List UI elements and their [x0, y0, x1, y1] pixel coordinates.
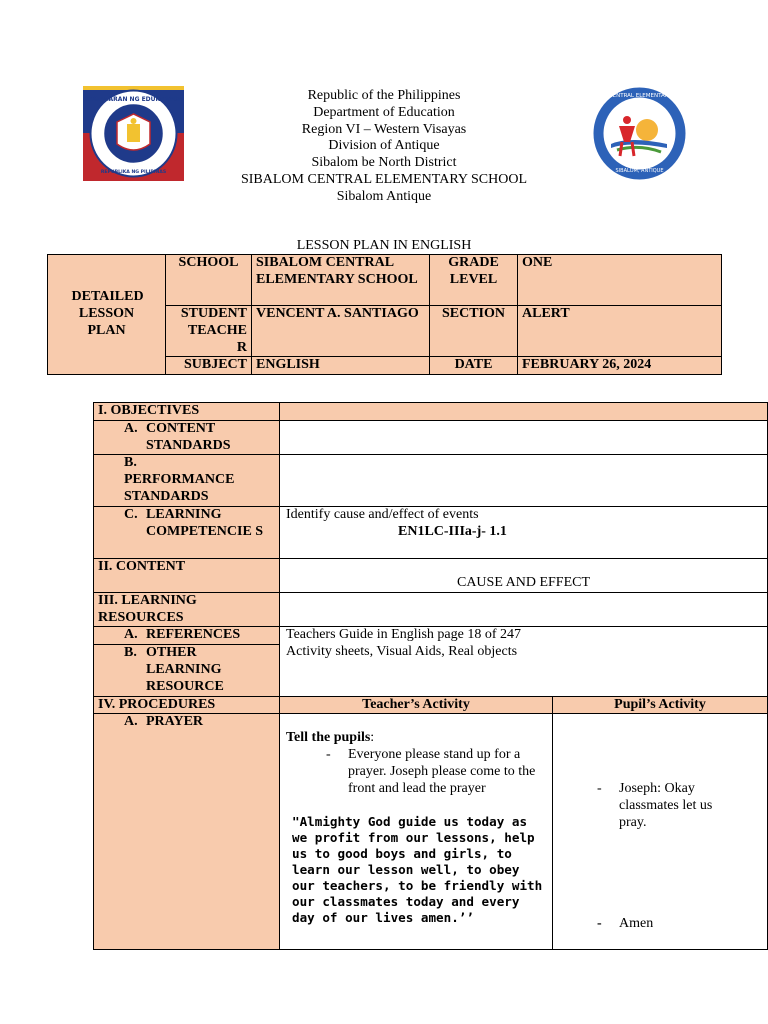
document-title: LESSON PLAN IN ENGLISH [296, 238, 472, 253]
teacher-activity-cell [280, 714, 553, 950]
item-letter: B. [124, 645, 137, 661]
prayer-text: "Almighty God guide us today as we profit from our lessons, help us to good boys and girls, to learn our lesson well, to obey our teachers, to be friendly with our classmates today and every day of our lives amen.’’ [292, 813, 543, 925]
procedures-heading: IV. PROCEDURES [94, 696, 280, 714]
grade-label-text: GRADE LEVEL [448, 255, 499, 287]
pupil-response-2: Amen [619, 915, 654, 931]
letterhead-line: Sibalom be North District [311, 155, 457, 171]
references-value [280, 627, 768, 696]
references-value-text: Teachers Guide in English page 18 of 247 [286, 627, 522, 643]
content-standards-label [94, 420, 280, 455]
subject-label: SUBJECT [166, 357, 252, 375]
letterhead [0, 88, 768, 206]
date-value: FEBRUARY 26, 2024 [518, 357, 722, 375]
pupil-activity-cell [553, 714, 768, 950]
learning-resources-value [280, 592, 768, 627]
item-letter: A. [124, 420, 138, 436]
student-teacher-label [166, 306, 252, 357]
letterhead-line: Republic of the Philippines [307, 88, 461, 103]
pupil-response-item [597, 781, 761, 831]
pupil-response-1: Joseph: Okay classmates let us pray. [619, 781, 713, 830]
student-teacher-label-text: STUDENT TEACHE R [180, 306, 247, 355]
teacher-activity-heading: Teacher’s Activity [280, 696, 553, 714]
section-label: SECTION [430, 306, 518, 357]
content-standards-text: CONTENT STANDARDS [146, 420, 231, 453]
letterhead-line: Department of Education [313, 104, 455, 120]
content-value: CAUSE AND EFFECT [280, 558, 768, 592]
plan-type-cell [48, 255, 166, 375]
objectives-heading: I. OBJECTIVES [94, 403, 280, 421]
learning-competencies-value [280, 506, 768, 558]
teacher-instruction-item [286, 747, 546, 797]
item-letter: B. [124, 455, 137, 471]
school-value: SIBALOM CENTRAL ELEMENTARY SCHOOL [252, 255, 430, 306]
lesson-info-table [47, 254, 722, 375]
grade-label [430, 255, 518, 306]
performance-standards-text: PERFORMANCE STANDARDS [124, 472, 235, 504]
subject-value: ENGLISH [252, 357, 430, 375]
learning-competencies-text: LEARNING COMPETENCIE S [146, 506, 264, 539]
plan-type-label: DETAILED LESSON PLAN [71, 289, 144, 338]
school-seal-text-bottom: SIBALOM, ANTIQUE [615, 168, 664, 174]
teacher-instruction: Everyone please stand up for a prayer. Joseph please come to the front and lead the prayer [348, 747, 536, 796]
learning-resources-heading: III. LEARNING RESOURCES [94, 592, 280, 627]
performance-standards-label [94, 455, 280, 506]
pupil-activity-heading: Pupil’s Activity [553, 696, 768, 714]
competency-text: Identify cause and/effect of events [286, 506, 479, 522]
performance-standards-value [280, 455, 768, 506]
school-seal-text-top: SIBALOM CENTRAL ELEMENTARY SCHOOL [582, 93, 697, 99]
letterhead-line: SIBALOM CENTRAL ELEMENTARY SCHOOL [240, 171, 527, 187]
item-letter: A. [124, 627, 138, 643]
letterhead-line: Region VI – Western Visayas [301, 121, 467, 137]
school-label: SCHOOL [166, 255, 252, 306]
prayer-text-label: PRAYER [146, 714, 204, 730]
pupil-response-item [597, 916, 761, 933]
student-teacher-value: VENCENT A. SANTIAGO [252, 306, 430, 357]
letterhead-line: Sibalom Antique [336, 188, 432, 204]
content-standards-value [280, 420, 768, 455]
section-value: ALERT [518, 306, 722, 357]
tell-pupils-line [286, 730, 546, 747]
deped-seal-text-top: KAGAWARAN NG EDUKASYON [83, 96, 184, 103]
dash-bullet: - [597, 915, 602, 931]
dash-bullet: - [597, 781, 602, 797]
tell-pupils-colon: : [370, 730, 375, 746]
lesson-plan-table [93, 402, 768, 950]
grade-value: ONE [518, 255, 722, 306]
deped-seal-text-bottom: REPUBLIKA NG PILIPINAS [100, 170, 167, 175]
other-resources-text: OTHER LEARNING RESOURCE [146, 645, 224, 694]
references-text: REFERENCES [146, 627, 241, 643]
content-heading: II. CONTENT [94, 558, 280, 592]
dash-bullet: - [326, 747, 331, 763]
item-letter: A. [124, 714, 138, 730]
other-resources-value-text: Activity sheets, Visual Aids, Real objects [286, 644, 518, 660]
learning-competencies-label [94, 506, 280, 558]
date-label: DATE [430, 357, 518, 375]
objectives-value [280, 403, 768, 421]
item-letter: C. [124, 506, 138, 522]
other-resources-label [94, 645, 280, 696]
prayer-label [94, 714, 280, 950]
competency-code: EN1LC-IIIa-j- 1.1 [398, 523, 507, 539]
tell-pupils: Tell the pupils [286, 730, 371, 746]
letterhead-line: Division of Antique [328, 138, 440, 154]
references-label [94, 627, 280, 645]
